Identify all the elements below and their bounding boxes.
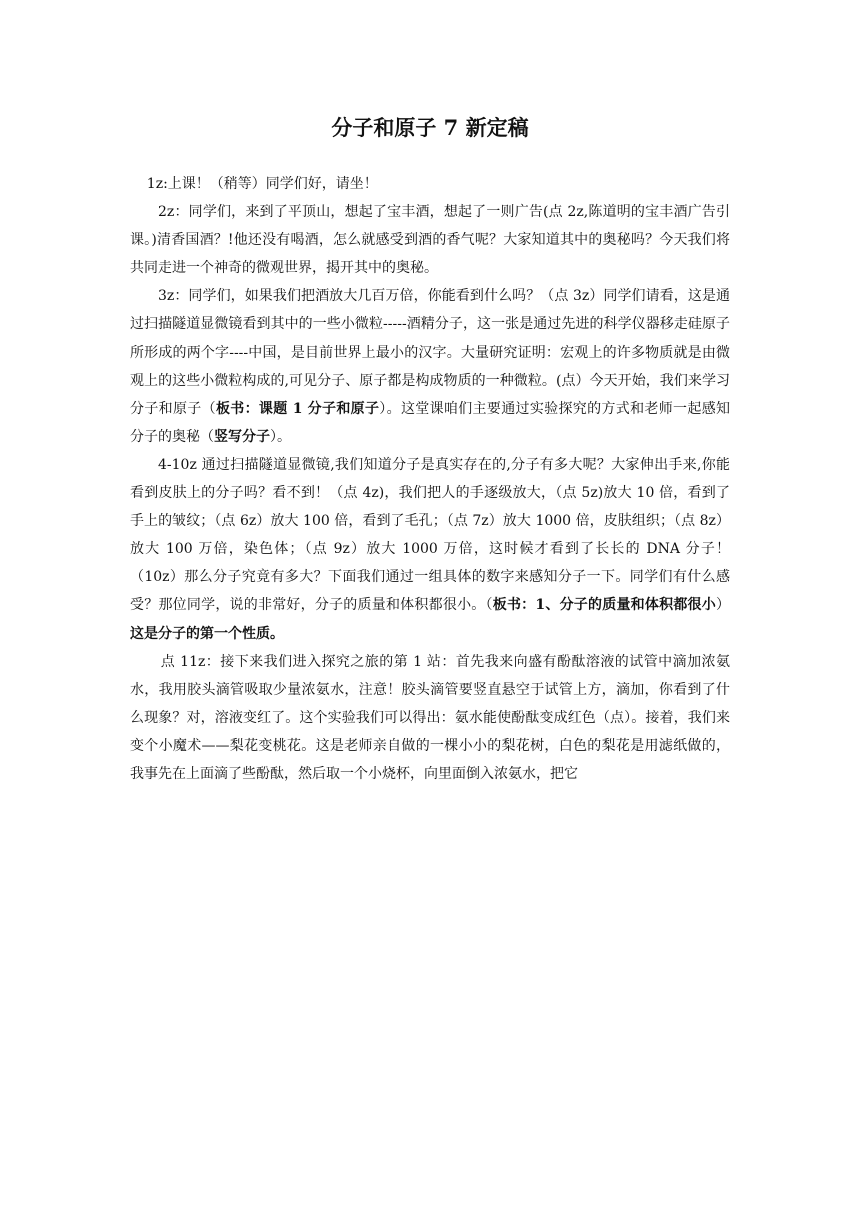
board-note-property-1: 板书：1、分子的质量和体积都很小 xyxy=(492,597,716,614)
paragraph-4-text-c: ） xyxy=(716,597,730,614)
document-title: 分子和原子 7 新定稿 xyxy=(331,115,529,140)
paragraph-3 xyxy=(130,282,730,451)
paragraph-1: 1z:上课！（稍等）同学们好，请坐！ xyxy=(146,176,378,192)
paragraph-2: 2z：同学们，来到了平顶山，想起了宝丰酒，想起了一则广告(点 2z,陈道明的宝丰酒广告引课。)清香国酒？!他还没有喝酒，怎么就感受到酒的香气呢？大家知道其中的奥秘吗？今天我们将共同走进一个神奇的微观世界，揭开其中的奥秘。 xyxy=(130,204,730,277)
paragraph-3-text-a: 3z：同学们，如果我们把酒放大几百万倍，你能看到什么吗？（点 3z）同学们请看，这是通过扫描隧道显微镜看到其中的一些小微粒-----酒精分子，这一张是通过先进的科学仪器移走硅原子所形成的两个字----中国，是目前世界上最小的汉字。大量研究证明：宏观上的许多物质就是由微观上的这些小微粒构成的,可见分子、原子都是构成物质的一种微粒。(点）今天开始，我们来学习分子和原子（ xyxy=(130,288,730,417)
paragraph-5: 点 11z：接下来我们进入探究之旅的第 1 站：首先我来向盛有酚酞溶液的试管中滴加浓氨水，我用胶头滴管吸取少量浓氨水，注意！胶头滴管要竖直悬空于试管上方，滴加，你看到了什么现象？对，溶液变红了。这个实验我们可以得出：氨水能使酚酞变成红色（点）。接着，我们来变个小魔术——梨花变桃花。这是老师亲自做的一棵小小的梨花树，白色的梨花是用滤纸做的，我事先在上面滴了些酚酞，然后取一个小烧杯，向里面倒入浓氨水，把它 xyxy=(130,653,730,782)
board-note-molecule: 竖写分子 xyxy=(214,428,270,445)
paragraph-4-text-a: 4-10z 通过扫描隧道显微镜,我们知道分子是真实存在的,分子有多大呢？大家伸出手来,你能看到皮肤上的分子吗？看不到！（点 4z)，我们把人的手逐级放大，（点 5z)放大 10 倍，看到了手上的皱纹；（点 6z）放大 100 倍，看到了毛孔；（点 7z）放大 1000 倍，皮肤组织；（点 8z）放大 100 万倍，染色体；（点 9z）放大 1000 万倍，这时候才看到了长长的 DNA 分子！（10z）那么分子究竟有多大？下面我们通过一组具体的数字来感知分子一下。同学们有什么感受？那位同学，说的非常好，分子的质量和体积都很小。（ xyxy=(130,456,730,614)
first-property-note: 这是分子的第一个性质。 xyxy=(130,625,284,642)
paragraph-3-text-e: ）。 xyxy=(270,428,291,445)
paragraph-3-text-c: ）。这堂课咱们主要通过实验探究的方式和老师一起感知分子的奥秘（ xyxy=(130,400,731,445)
paragraph-4 xyxy=(130,451,730,648)
document-body xyxy=(130,170,730,788)
board-note-topic: 板书：课题 1 分子和原子 xyxy=(215,400,380,417)
